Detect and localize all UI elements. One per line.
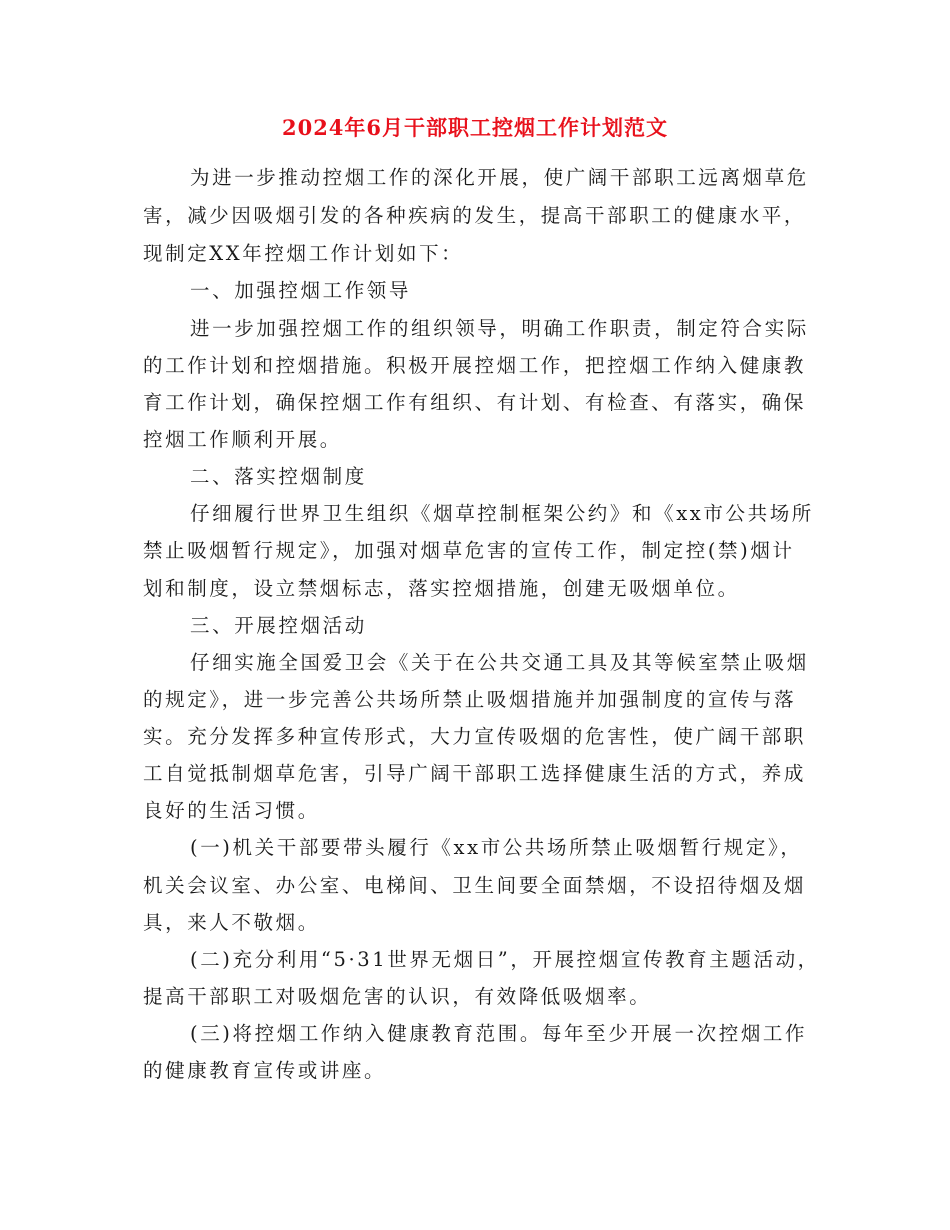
list-item-line: (二)充分利用“5·31世界无烟日”，开展控烟宣传教育主题活动， bbox=[190, 948, 820, 971]
paragraph-line: 禁止吸烟暂行规定》，加强对烟草危害的宣传工作，制定控(禁)烟计 bbox=[143, 539, 795, 562]
paragraph-line: 的规定》，进一步完善公共场所禁止吸烟措施并加强制度的宣传与落 bbox=[143, 688, 797, 711]
paragraph-line: 的健康教育宣传或讲座。 bbox=[143, 1059, 387, 1082]
section-heading: 一、加强控烟工作领导 bbox=[190, 279, 412, 302]
section-heading: 三、开展控烟活动 bbox=[190, 614, 367, 637]
list-item-line: (三)将控烟工作纳入健康教育范围。每年至少开展一次控烟工作 bbox=[190, 1022, 808, 1045]
list-item-line: (一)机关干部要带头履行《xx市公共场所禁止吸烟暂行规定》， bbox=[190, 836, 803, 859]
paragraph-line: 进一步加强控烟工作的组织领导，明确工作职责，制定符合实际 bbox=[190, 317, 809, 340]
paragraph-line: 具，来人不敬烟。 bbox=[143, 911, 320, 934]
paragraph-line: 良好的生活习惯。 bbox=[143, 799, 320, 822]
paragraph-line: 育工作计划，确保控烟工作有组织、有计划、有检查、有落实，确保 bbox=[143, 391, 807, 414]
paragraph-line: 仔细实施全国爱卫会《关于在公共交通工具及其等候室禁止吸烟 bbox=[190, 651, 809, 674]
paragraph-line: 实。充分发挥多种宣传形式，大力宣传吸烟的危害性，使广阔干部职 bbox=[143, 725, 807, 748]
paragraph-line: 机关会议室、办公室、电梯间、卫生间要全面禁烟，不设招待烟及烟 bbox=[143, 874, 807, 897]
paragraph-line: 现制定XX年控烟工作计划如下： bbox=[143, 242, 464, 265]
paragraph-line: 提高干部职工对吸烟危害的认识，有效降低吸烟率。 bbox=[143, 985, 652, 1008]
paragraph-line: 仔细履行世界卫生组织《烟草控制框架公约》和《xx市公共场所 bbox=[190, 502, 814, 525]
paragraph-line: 工自觉抵制烟草危害，引导广阔干部职工选择健康生活的方式，养成 bbox=[143, 762, 807, 785]
paragraph-line: 害，减少因吸烟引发的各种疾病的发生，提高干部职工的健康水平， bbox=[143, 204, 807, 227]
paragraph-line: 为进一步推动控烟工作的深化开展，使广阔干部职工远离烟草危 bbox=[190, 166, 809, 189]
paragraph-line: 控烟工作顺利开展。 bbox=[143, 428, 342, 451]
document-title: 2024年6月干部职工控烟工作计划范文 bbox=[281, 115, 669, 140]
paragraph-line: 的工作计划和控烟措施。积极开展控烟工作，把控烟工作纳入健康教 bbox=[143, 354, 807, 377]
paragraph-line: 划和制度，设立禁烟标志，落实控烟措施，创建无吸烟单位。 bbox=[143, 577, 740, 600]
section-heading: 二、落实控烟制度 bbox=[190, 465, 367, 488]
